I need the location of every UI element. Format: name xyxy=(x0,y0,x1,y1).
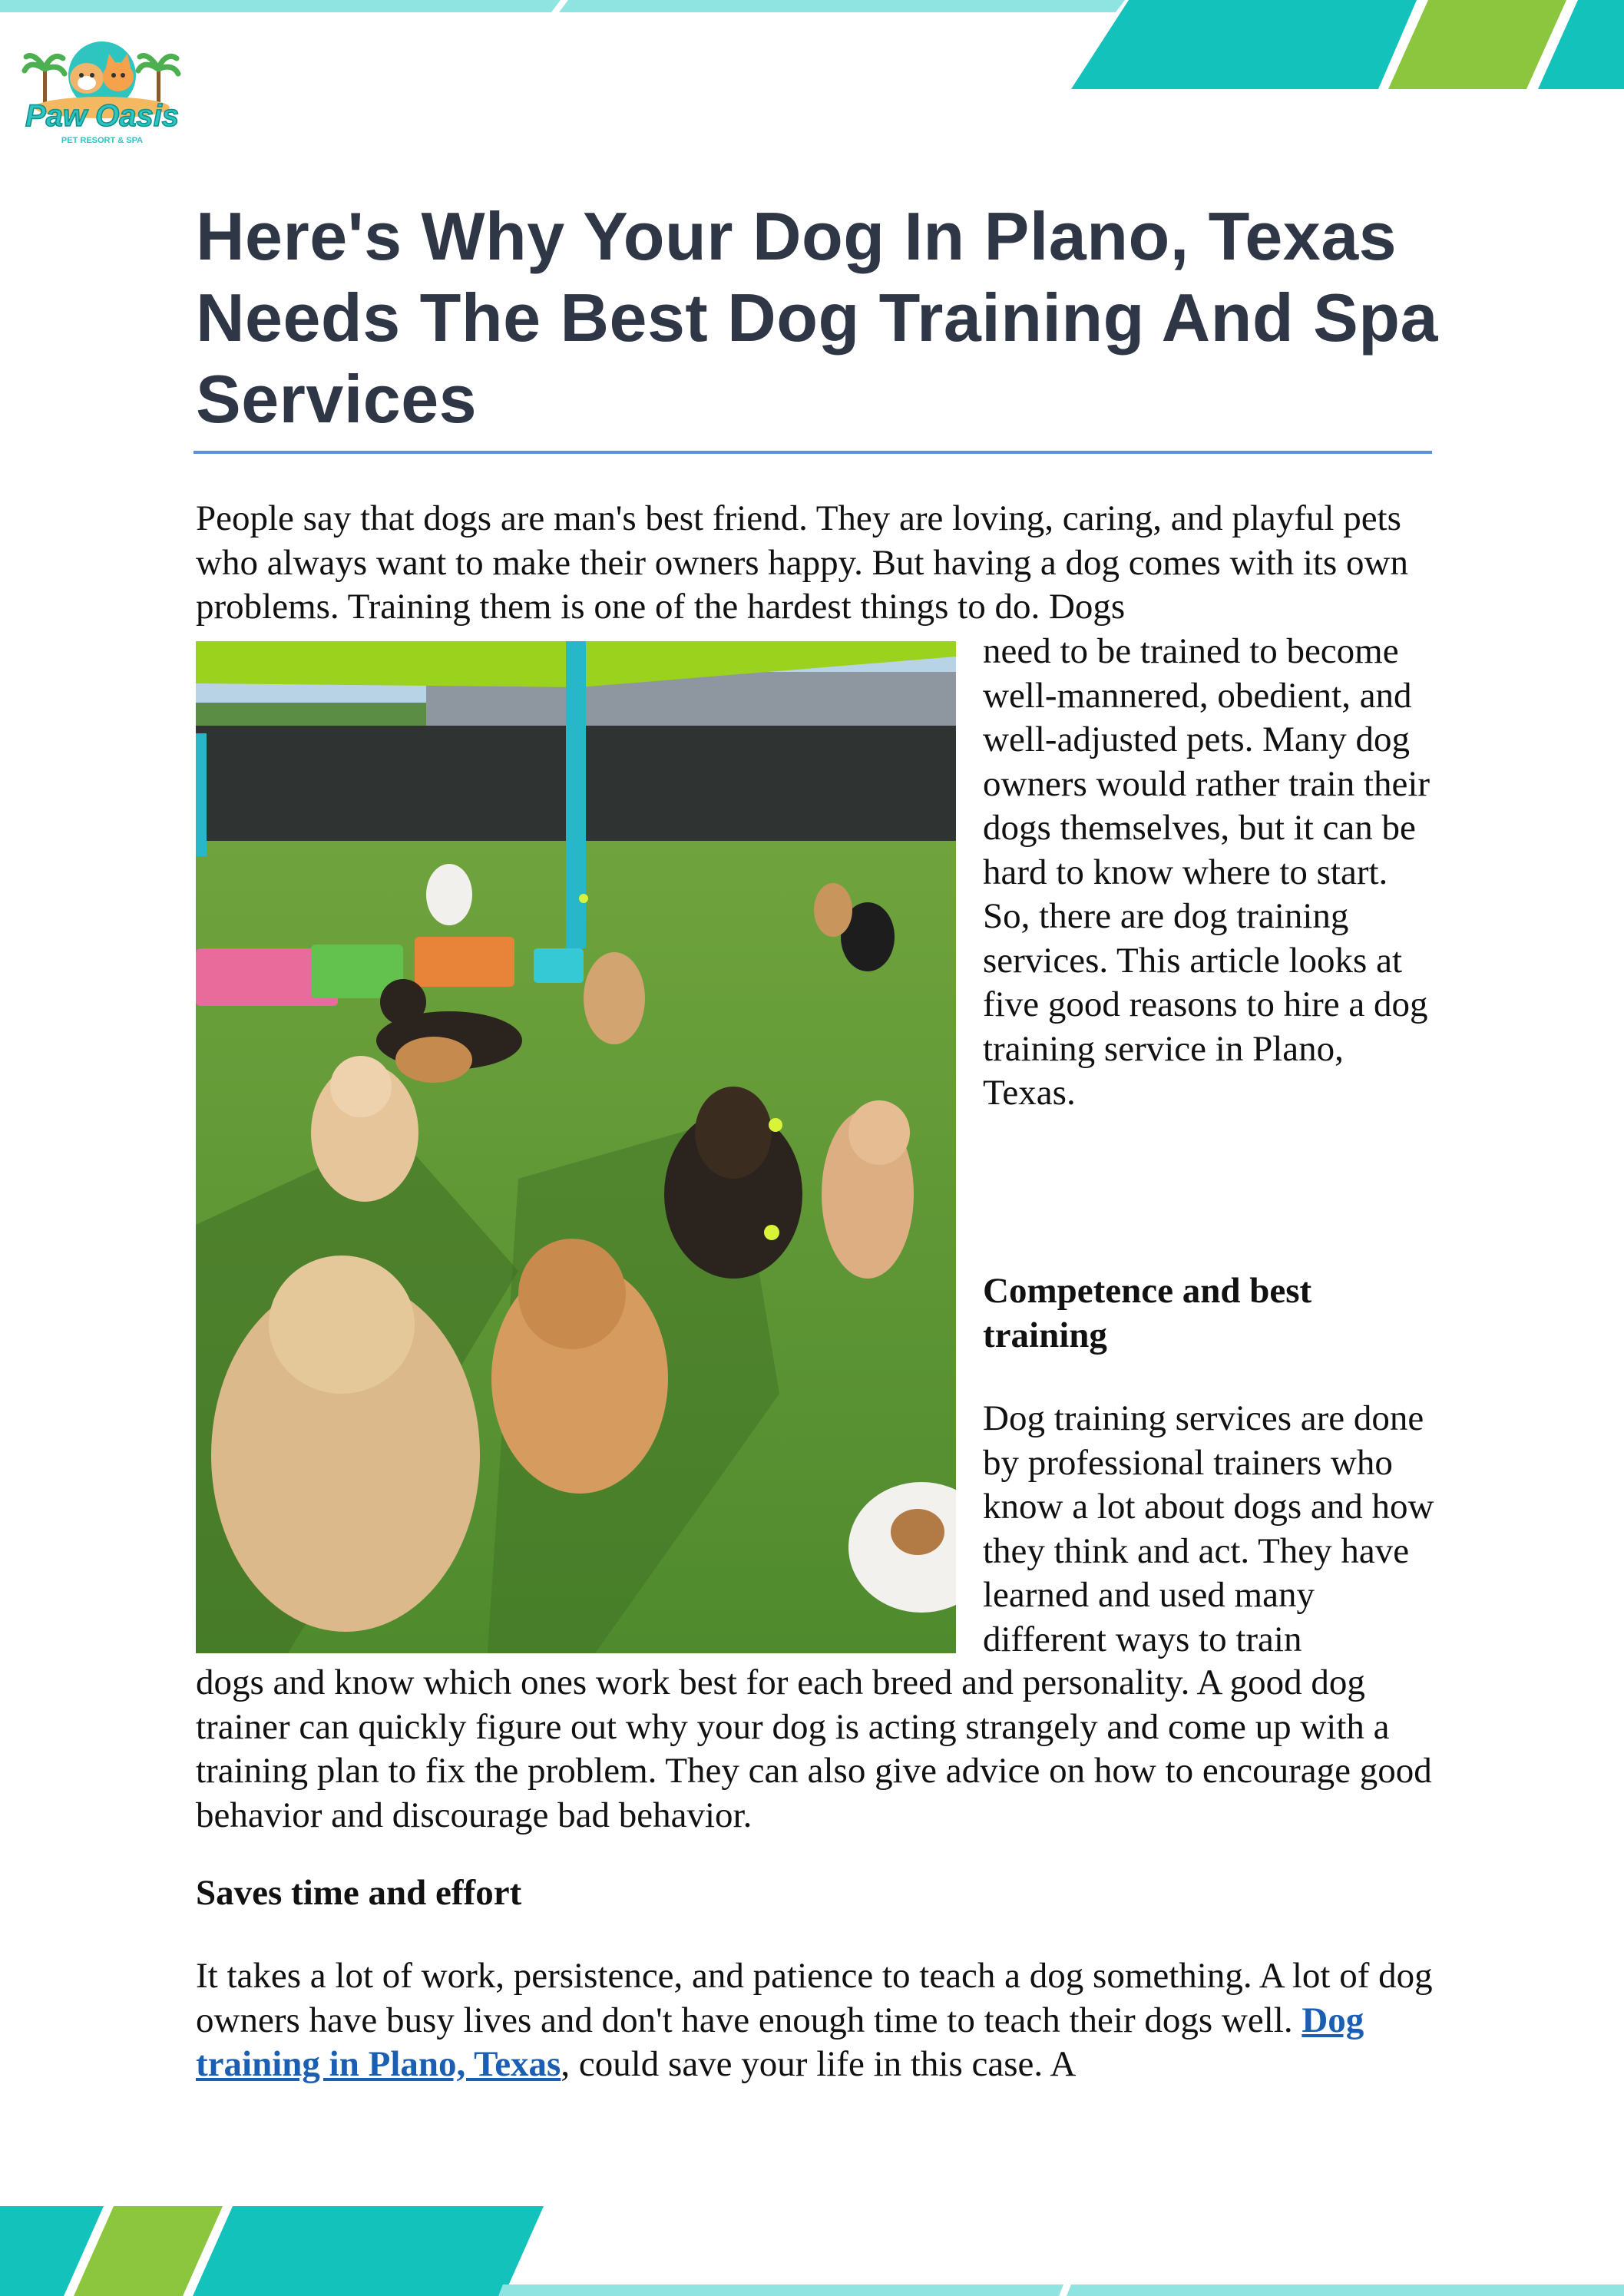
section-saves-time-paragraph xyxy=(196,1954,1440,2087)
top-decor xyxy=(0,0,1624,100)
dogs-photo-illustration xyxy=(196,641,956,1653)
dog-training-plano-link[interactable]: Dog training in Plano, Texas xyxy=(196,2000,1364,2084)
paragraph-text-end: , could save your life in this case. A xyxy=(561,2044,1077,2084)
section-competence-paragraph-continued: dogs and know which ones work best for each breed and personality. A good dog trainer can quickly figure out why your dog is acting strangely and come up with a training plan to fix the problem. They can also give advice on how to encourage good behavior and discourage bad behavior. xyxy=(196,1662,1432,1835)
section-competence-paragraph: Dog training services are done by professional trainers who know a lot about dogs and how they think and act. They have learned and used many different ways to train xyxy=(983,1398,1434,1659)
intro-paragraph-continued: need to be trained to become well-mannered, obedient, and well-adjusted pets. Many dog owners would rather train their dogs themselves, but it can be hard to know where to start. So, there are dog training services. This article looks at five good reasons to hire a dog training service in Plano, Texas. xyxy=(983,631,1431,1113)
dogs-in-play-yard-photo xyxy=(196,641,956,1653)
title-divider xyxy=(193,451,1432,454)
paragraph-text-start: It takes a lot of work, persistence, and patience to teach a dog something. A lot of dog owners have busy lives and don't have enough time to teach their dogs well. xyxy=(196,1956,1433,2040)
paw-oasis-logo[interactable] xyxy=(21,31,183,154)
intro-paragraph: People say that dogs are man's best friend. They are loving, caring, and playful pets who always want to make their owners happy. But having a dog comes with its own problems. Training them is one of the hardest things to do. Dogs xyxy=(196,498,1408,627)
article-title: Here's Why Your Dog In Plano, Texas Needs The Best Dog Training And Spa Services xyxy=(196,198,1438,437)
section-heading-competence: Competence and best training xyxy=(983,1271,1312,1355)
section-heading-saves-time: Saves time and effort xyxy=(196,1873,522,1913)
logo-graphic xyxy=(21,31,183,154)
svg-text:Paw Oasis: Paw Oasis xyxy=(25,99,180,133)
svg-text:PET RESORT & SPA: PET RESORT & SPA xyxy=(61,136,144,145)
